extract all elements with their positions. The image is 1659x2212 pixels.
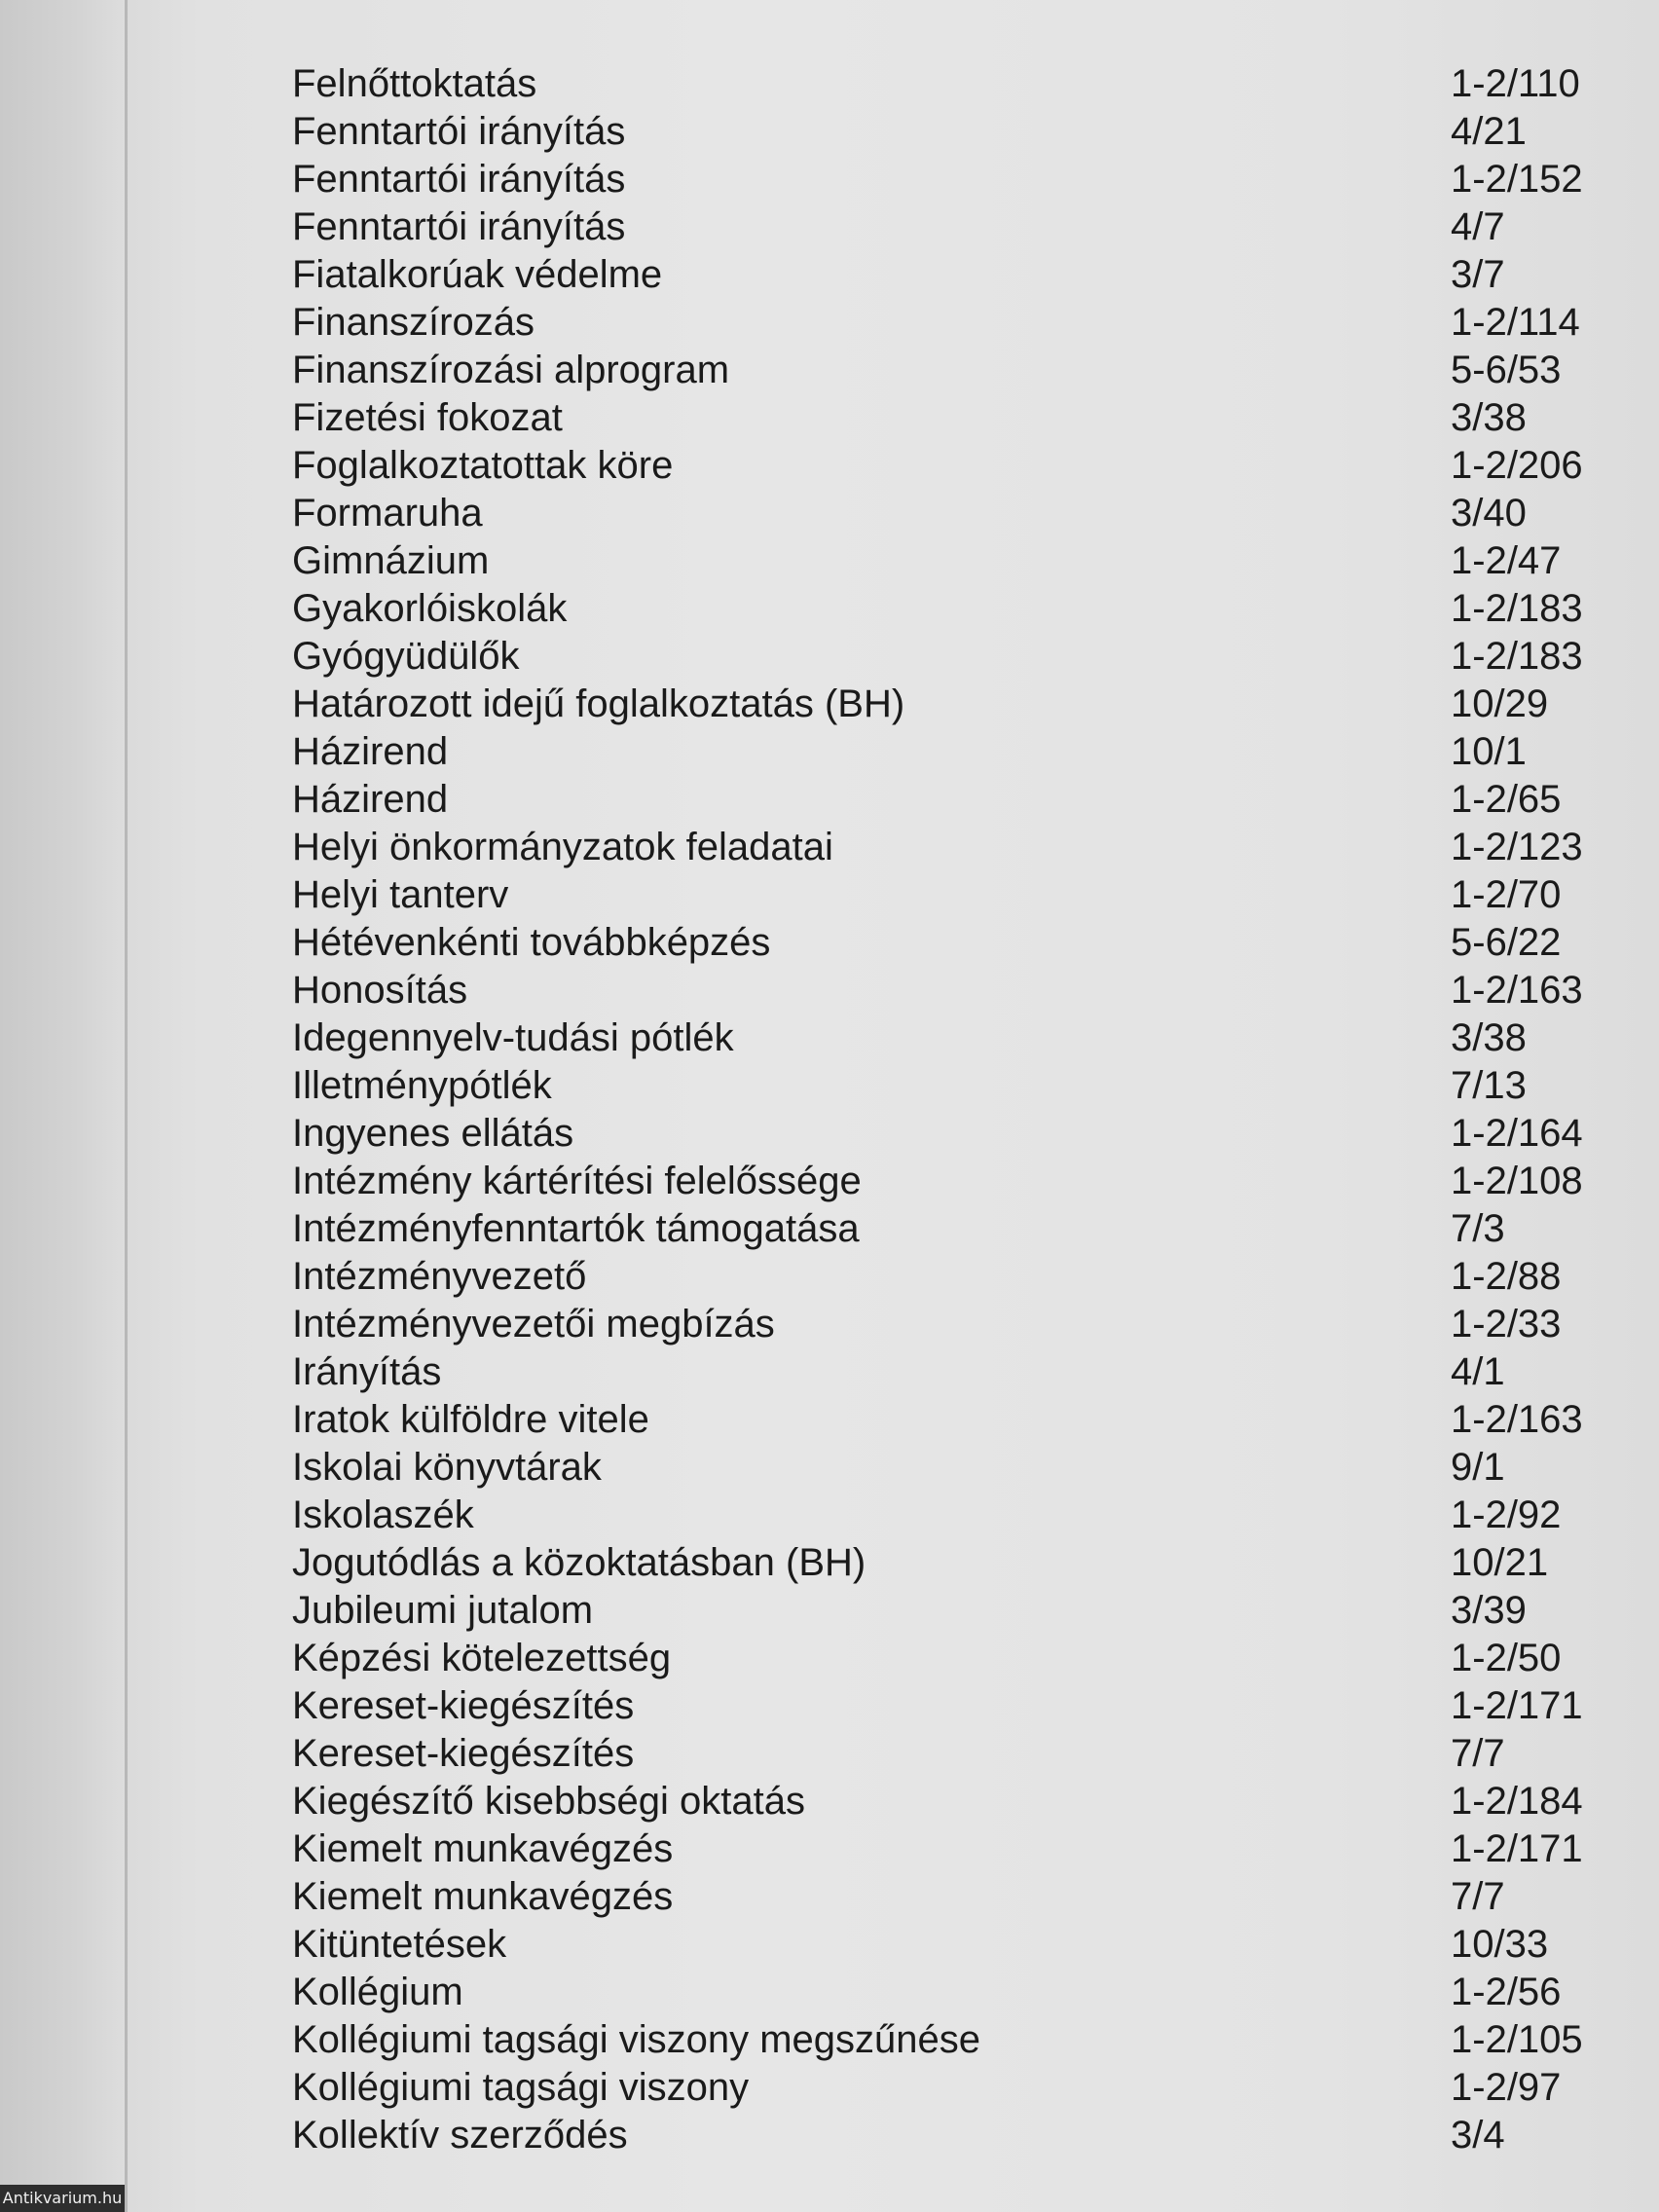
index-term: Ingyenes ellátás xyxy=(292,1112,574,1155)
index-entry xyxy=(292,490,1602,537)
index-entry xyxy=(292,2016,1602,2064)
index-term: Iskolaszék xyxy=(292,1493,474,1536)
index-reference: 1-2/114 xyxy=(1451,301,1580,344)
index-reference: 1-2/47 xyxy=(1451,539,1562,582)
index-term: Fiatalkorúak védelme xyxy=(292,253,663,296)
index-entry xyxy=(292,60,1602,108)
index-term: Intézmény kártérítési felelőssége xyxy=(292,1160,862,1202)
index-reference: 10/1 xyxy=(1451,730,1527,773)
index-entry xyxy=(292,1921,1602,1969)
index-entry xyxy=(292,537,1602,585)
index-entry xyxy=(292,919,1602,967)
index-term: Kollégiumi tagsági viszony xyxy=(292,2066,750,2109)
index-reference: 4/21 xyxy=(1451,110,1527,153)
index-entry xyxy=(292,967,1602,1014)
index-entry xyxy=(292,1205,1602,1253)
index-reference: 1-2/206 xyxy=(1451,444,1583,487)
index-entry xyxy=(292,1158,1602,1205)
index-entry xyxy=(292,1348,1602,1396)
index-entry xyxy=(292,1682,1602,1730)
index-reference: 1-2/33 xyxy=(1451,1303,1562,1346)
index-entry xyxy=(292,394,1602,442)
index-reference: 1-2/163 xyxy=(1451,1398,1583,1441)
index-term: Helyi tanterv xyxy=(292,873,509,916)
index-term: Irányítás xyxy=(292,1350,442,1393)
index-term: Formaruha xyxy=(292,492,483,535)
index-term: Kereset-kiegészítés xyxy=(292,1732,635,1775)
index-entry xyxy=(292,203,1602,251)
index-reference: 1-2/56 xyxy=(1451,1971,1562,2013)
index-term: Házirend xyxy=(292,730,449,773)
index-term: Idegennyelv-tudási pótlék xyxy=(292,1016,734,1059)
index-reference: 1-2/163 xyxy=(1451,969,1583,1012)
index-reference: 7/7 xyxy=(1451,1732,1505,1775)
index-term: Kiegészítő kisebbségi oktatás xyxy=(292,1780,805,1823)
index-term: Finanszírozási alprogram xyxy=(292,349,730,391)
index-entry xyxy=(292,1778,1602,1825)
source-watermark: Antikvarium.hu xyxy=(0,2185,125,2212)
book-spine-shadow xyxy=(0,0,125,2212)
index-entry xyxy=(292,633,1602,681)
index-reference: 3/4 xyxy=(1451,2114,1505,2157)
index-reference: 3/7 xyxy=(1451,253,1505,296)
index-term: Gimnázium xyxy=(292,539,490,582)
index-reference: 1-2/65 xyxy=(1451,778,1562,821)
index-term: Fenntartói irányítás xyxy=(292,110,626,153)
index-reference: 3/39 xyxy=(1451,1589,1527,1632)
index-reference: 1-2/184 xyxy=(1451,1780,1583,1823)
index-entry xyxy=(292,1014,1602,1062)
index-reference: 7/3 xyxy=(1451,1207,1505,1250)
index-reference: 1-2/105 xyxy=(1451,2018,1583,2061)
index-reference: 3/40 xyxy=(1451,492,1527,535)
index-term: Kiemelt munkavégzés xyxy=(292,1827,674,1870)
index-term: Gyógyüdülők xyxy=(292,635,520,678)
index-term: Kereset-kiegészítés xyxy=(292,1684,635,1727)
index-reference: 10/29 xyxy=(1451,682,1549,725)
index-entry xyxy=(292,585,1602,633)
index-reference: 1-2/183 xyxy=(1451,635,1583,678)
index-term: Kollektív szerződés xyxy=(292,2114,628,2157)
index-entry xyxy=(292,1539,1602,1587)
page-edge xyxy=(125,0,128,2212)
index-entry xyxy=(292,776,1602,824)
index-entry xyxy=(292,251,1602,299)
index-term: Kollégium xyxy=(292,1971,463,2013)
index-entry xyxy=(292,1444,1602,1492)
index-term: Intézményvezető xyxy=(292,1255,587,1298)
index-reference: 1-2/88 xyxy=(1451,1255,1562,1298)
index-entry xyxy=(292,1301,1602,1348)
index-entry xyxy=(292,156,1602,203)
index-term: Iratok külföldre vitele xyxy=(292,1398,649,1441)
index-reference: 1-2/171 xyxy=(1451,1684,1583,1727)
index-term: Határozott idejű foglalkoztatás (BH) xyxy=(292,682,905,725)
index-reference: 3/38 xyxy=(1451,396,1527,439)
index-reference: 1-2/50 xyxy=(1451,1637,1562,1679)
index-term: Helyi önkormányzatok feladatai xyxy=(292,826,833,868)
index-reference: 1-2/110 xyxy=(1451,62,1580,105)
index-entry xyxy=(292,1492,1602,1539)
index-entry xyxy=(292,1396,1602,1444)
index-reference: 4/1 xyxy=(1451,1350,1505,1393)
index-reference: 1-2/97 xyxy=(1451,2066,1562,2109)
subject-index-list xyxy=(292,60,1602,2159)
index-reference: 7/7 xyxy=(1451,1875,1505,1918)
index-reference: 10/33 xyxy=(1451,1923,1549,1966)
index-term: Hétévenkénti továbbképzés xyxy=(292,921,771,964)
index-entry xyxy=(292,442,1602,490)
index-reference: 1-2/152 xyxy=(1451,158,1583,201)
index-term: Fenntartói irányítás xyxy=(292,205,626,248)
index-reference: 7/13 xyxy=(1451,1064,1527,1107)
index-entry xyxy=(292,1110,1602,1158)
index-term: Illetménypótlék xyxy=(292,1064,552,1107)
index-entry xyxy=(292,2112,1602,2159)
index-reference: 1-2/108 xyxy=(1451,1160,1583,1202)
index-term: Finanszírozás xyxy=(292,301,535,344)
index-term: Kiemelt munkavégzés xyxy=(292,1875,674,1918)
index-reference: 5-6/22 xyxy=(1451,921,1562,964)
index-reference: 4/7 xyxy=(1451,205,1505,248)
index-entry xyxy=(292,1635,1602,1682)
index-reference: 3/38 xyxy=(1451,1016,1527,1059)
index-entry xyxy=(292,108,1602,156)
index-term: Jubileumi jutalom xyxy=(292,1589,594,1632)
index-term: Intézményfenntartók támogatása xyxy=(292,1207,860,1250)
index-entry xyxy=(292,824,1602,871)
index-reference: 9/1 xyxy=(1451,1446,1505,1489)
index-entry xyxy=(292,1253,1602,1301)
index-term: Foglalkoztatottak köre xyxy=(292,444,674,487)
index-term: Intézményvezetői megbízás xyxy=(292,1303,775,1346)
index-term: Kitüntetések xyxy=(292,1923,507,1966)
index-reference: 1-2/171 xyxy=(1451,1827,1583,1870)
index-entry xyxy=(292,728,1602,776)
index-entry xyxy=(292,2064,1602,2112)
index-reference: 1-2/123 xyxy=(1451,826,1583,868)
index-term: Gyakorlóiskolák xyxy=(292,587,568,630)
index-term: Honosítás xyxy=(292,969,468,1012)
index-term: Kollégiumi tagsági viszony megszűnése xyxy=(292,2018,981,2061)
index-term: Iskolai könyvtárak xyxy=(292,1446,602,1489)
index-reference: 5-6/53 xyxy=(1451,349,1562,391)
index-term: Jogutódlás a közoktatásban (BH) xyxy=(292,1541,866,1584)
index-entry xyxy=(292,1825,1602,1873)
index-term: Fenntartói irányítás xyxy=(292,158,626,201)
index-reference: 1-2/183 xyxy=(1451,587,1583,630)
index-term: Fizetési fokozat xyxy=(292,396,563,439)
index-reference: 10/21 xyxy=(1451,1541,1549,1584)
index-term: Képzési kötelezettség xyxy=(292,1637,672,1679)
index-entry xyxy=(292,1969,1602,2016)
index-entry xyxy=(292,1062,1602,1110)
index-entry xyxy=(292,681,1602,728)
index-entry xyxy=(292,347,1602,394)
index-entry xyxy=(292,1873,1602,1921)
index-term: Felnőttoktatás xyxy=(292,62,537,105)
index-entry xyxy=(292,299,1602,347)
index-entry xyxy=(292,1730,1602,1778)
index-reference: 1-2/164 xyxy=(1451,1112,1583,1155)
index-reference: 1-2/92 xyxy=(1451,1493,1562,1536)
index-entry xyxy=(292,871,1602,919)
index-reference: 1-2/70 xyxy=(1451,873,1562,916)
index-term: Házirend xyxy=(292,778,449,821)
index-entry xyxy=(292,1587,1602,1635)
